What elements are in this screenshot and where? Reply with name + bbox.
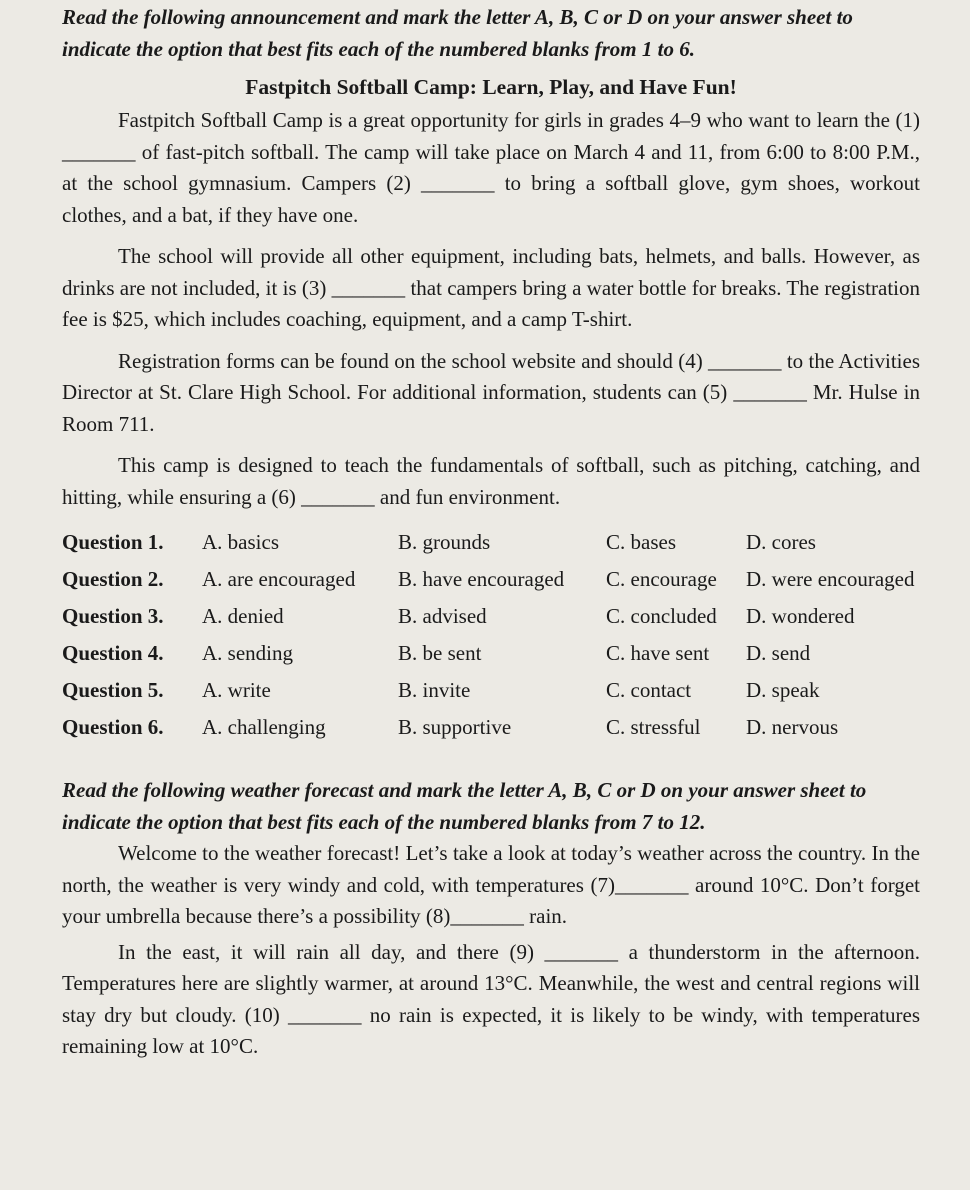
option-c: C. concluded bbox=[606, 604, 717, 629]
question-row-5 bbox=[62, 675, 920, 712]
question-label: Question 4. bbox=[62, 641, 164, 666]
question-row-1 bbox=[62, 527, 920, 564]
option-c: C. bases bbox=[606, 530, 676, 555]
option-d: D. cores bbox=[746, 530, 816, 555]
option-b: B. advised bbox=[398, 604, 487, 629]
forecast-paragraph-1: Welcome to the weather forecast! Let’s take a look at today’s weather across the country. In the north, the weather is very windy and cold, with temperatures (7)_______ around 10°C. Don’t forget your umbrella because there’s a possibility (8)_______ rain. bbox=[62, 841, 920, 929]
announcement-paragraph-1: Fastpitch Softball Camp is a great opportunity for girls in grades 4–9 who want to learn the (1) _______ of fast-pitch softball. The camp will take place on March 4 and 11, from 6:00 to 8:00 P.M., at the school gymnasium. Campers (2) _______ to bring a softball glove, gym shoes, workout clothes, and a bat, if they have one. bbox=[62, 108, 920, 227]
question-row-4 bbox=[62, 638, 920, 675]
option-b: B. supportive bbox=[398, 715, 512, 740]
option-b: B. be sent bbox=[398, 641, 482, 666]
option-a: A. challenging bbox=[202, 715, 326, 740]
question-row-6 bbox=[62, 712, 920, 749]
option-c: C. have sent bbox=[606, 641, 710, 666]
option-d: D. were encouraged bbox=[746, 567, 915, 592]
announcement-paragraph-3: Registration forms can be found on the school website and should (4) _______ to the Activities Director at St. Clare High School. For additional information, students can (5) _______ Mr. Hulse in Room 711. bbox=[62, 348, 920, 436]
option-b: B. invite bbox=[398, 678, 471, 703]
announcement-paragraph-4: This camp is designed to teach the fundamentals of softball, such as pitching, catching, and hitting, while ensuring a (6) _______ and fun environment. bbox=[62, 453, 920, 509]
announcement-title: Fastpitch Softball Camp: Learn, Play, and Have Fun! bbox=[245, 75, 737, 99]
section2-instruction: Read the following weather forecast and mark the letter A, B, C or D on your answer sheet to indicate the option that best fits each of the numbered blanks from 7 to 12. bbox=[62, 778, 867, 834]
announcement-paragraph-2: The school will provide all other equipment, including bats, helmets, and balls. However, as drinks are not included, it is (3) _______ that campers bring a water bottle for breaks. The registration fee is $25, which includes coaching, equipment, and a camp T-shirt. bbox=[62, 244, 920, 332]
option-a: A. sending bbox=[202, 641, 293, 666]
question-row-2 bbox=[62, 564, 920, 601]
question-label: Question 2. bbox=[62, 567, 164, 592]
question-label: Question 1. bbox=[62, 530, 164, 555]
option-a: A. write bbox=[202, 678, 271, 703]
option-c: C. contact bbox=[606, 678, 692, 703]
option-c: C. encourage bbox=[606, 567, 717, 592]
forecast-paragraph-2: In the east, it will rain all day, and there (9) _______ a thunderstorm in the afternoon. Temperatures here are slightly warmer, at around 13°C. Meanwhile, the west and central regions will stay dry but cloudy. (10) _______ no rain is expected, it is likely to be windy, with temperatures remaining low at 10°C. bbox=[62, 939, 920, 1059]
option-a: A. basics bbox=[202, 530, 279, 555]
option-d: D. nervous bbox=[746, 715, 839, 740]
option-b: B. grounds bbox=[398, 530, 491, 555]
question-label: Question 5. bbox=[62, 678, 164, 703]
section1-instruction: Read the following announcement and mark the letter A, B, C or D on your answer sheet to indicate the option that best fits each of the numbered blanks from 1 to 6. bbox=[62, 5, 853, 61]
option-d: D. wondered bbox=[746, 604, 855, 629]
option-a: A. denied bbox=[202, 604, 284, 629]
option-a: A. are encouraged bbox=[202, 567, 356, 592]
option-d: D. speak bbox=[746, 678, 820, 703]
question-label: Question 6. bbox=[62, 715, 164, 740]
option-d: D. send bbox=[746, 641, 811, 666]
option-b: B. have encouraged bbox=[398, 567, 565, 592]
question-list bbox=[62, 527, 920, 749]
option-c: C. stressful bbox=[606, 715, 701, 740]
question-row-3 bbox=[62, 601, 920, 638]
question-label: Question 3. bbox=[62, 604, 164, 629]
